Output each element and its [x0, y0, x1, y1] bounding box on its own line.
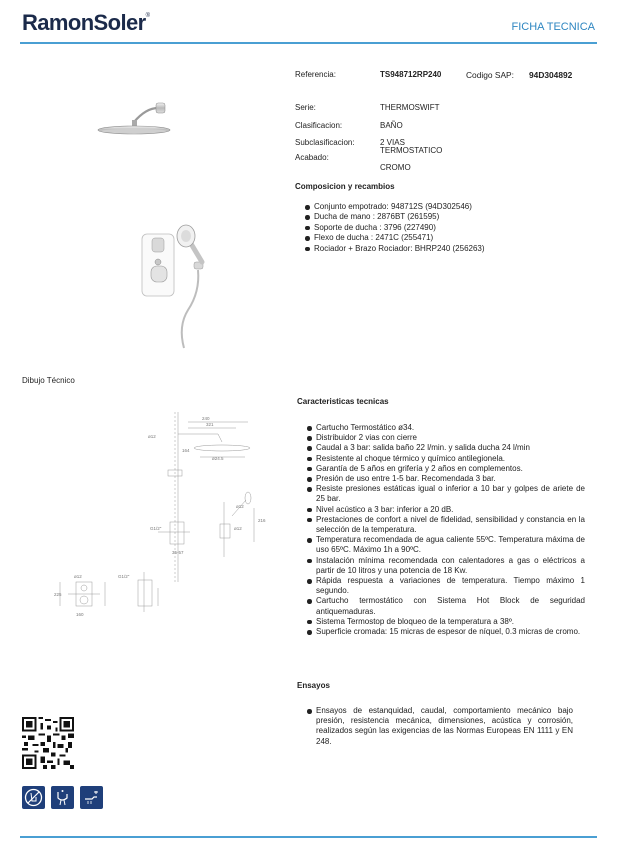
spec-acabado [295, 153, 329, 162]
referencia-label: Referencia: [295, 70, 336, 79]
footer-divider [20, 836, 597, 838]
list-item: Ensayos de estanquidad, caudal, comportamiento mecánico bajo presión, resistencia mecánica, dimensiones, acústica y corrosión, realizados según las exigencias de las Normas Europeas EN 1111 y EN 248. [306, 706, 573, 747]
subclasificacion-label: Subclasificacion: [295, 138, 355, 147]
spec-subclasificacion [295, 138, 405, 147]
serie-value: THERMOSWIFT [380, 103, 440, 112]
header-divider [20, 42, 597, 44]
list-item: Cartucho termostático con Sistema Hot Block de seguridad antiquemaduras. [306, 596, 585, 616]
list-item: Rápida respuesta a variaciones de temperatura. Tiempo máximo 1 segundo. [306, 576, 585, 596]
list-item: Soporte de ducha : 3796 (227490) [304, 223, 594, 233]
dim-label: G1/2" [150, 526, 162, 531]
document-type: FICHA TECNICA [511, 21, 595, 33]
composicion-title: Composicion y recambios [295, 182, 395, 191]
dim-label: ø12 [236, 504, 244, 509]
dim-label: ø12 [74, 574, 82, 579]
list-item: Presión de uso entre 1-5 bar. Recomendada 3 bar. [306, 474, 585, 484]
list-item: Superficie cromada: 15 micras de espesor de níquel, 0.3 micras de cromo. [306, 627, 585, 637]
dim-label: ø24.5 [212, 456, 224, 461]
list-item: Sistema Termostop de bloqueo de la temperatura a 38º. [306, 617, 585, 627]
dim-label: 240 [202, 416, 210, 421]
list-item: Rociador + Brazo Rociador: BHRP240 (256263) [304, 244, 594, 254]
feature-icons [22, 786, 103, 809]
spec-referencia [295, 70, 442, 79]
list-item: Ducha de mano : 2876BT (261595) [304, 212, 594, 222]
dim-label: 321 [206, 422, 214, 427]
technical-drawing [50, 412, 285, 622]
subclasificacion-value-2: TERMOSTATICO [380, 146, 443, 155]
acabado-label: Acabado: [295, 153, 329, 162]
no-touch-icon [22, 786, 45, 809]
clasificacion-label: Clasificacion: [295, 121, 343, 130]
list-item: Prestaciones de confort a nivel de fidelidad, sensibilidad y constancia en la selección de la temperatura. [306, 515, 585, 535]
dim-label: 164 [182, 448, 190, 453]
list-item: Nivel acústico a 3 bar: inferior a 20 dB. [306, 505, 585, 515]
list-item: Conjunto empotrado: 948712S (94D302546) [304, 202, 594, 212]
list-item: Cartucho Termostático ø34. [306, 423, 585, 433]
serie-label: Serie: [295, 103, 316, 112]
logo-registered-mark: ® [145, 13, 150, 19]
clasificacion-value: BAÑO [380, 121, 403, 130]
hand-water-icon [80, 786, 103, 809]
dim-label: 225 [54, 592, 62, 597]
list-item: Distribuidor 2 vias con cierre [306, 433, 585, 443]
list-item: Garantía de 5 años en grifería y 2 años en complementos. [306, 464, 585, 474]
dim-label: 35-57 [172, 550, 184, 555]
spec-serie [295, 103, 440, 112]
qr-code [22, 717, 74, 769]
dim-label: 216 [258, 518, 266, 523]
hand-wash-icon [51, 786, 74, 809]
sap-label: Codigo SAP: [466, 70, 514, 80]
spec-clasificacion [295, 121, 403, 130]
dim-label: 160 [76, 612, 84, 617]
referencia-value: TS948712RP240 [380, 70, 442, 79]
dim-label: ø12 [148, 434, 156, 439]
acabado-value: CROMO [380, 163, 411, 172]
list-item: Caudal a 3 bar: salida baño 22 l/min. y salida ducha 24 l/min [306, 443, 585, 453]
ensayos-title: Ensayos [297, 681, 330, 690]
drawing-label: Dibujo Técnico [22, 376, 75, 385]
dim-label: ø12 [234, 526, 242, 531]
subclasificacion-value-1: 2 VIAS [380, 138, 405, 147]
list-item: Flexo de ducha : 2471C (255471) [304, 233, 594, 243]
list-item: Temperatura recomendada de agua caliente 55ºC. Temperatura máxima de uso 65ºC. Máximo 1h a 90ºC. [306, 535, 585, 555]
list-item: Resiste presiones estáticas igual o inferior a 10 bar y golpes de ariete de 25 bar. [306, 484, 585, 504]
thermostatic-set-photo [138, 222, 218, 350]
brand-logo [22, 10, 149, 36]
shower-head-photo [96, 100, 178, 140]
sap-value: 94D304892 [529, 70, 573, 80]
dim-label: G1/2" [118, 574, 130, 579]
caracteristicas-list [306, 423, 585, 637]
list-item: Instalación mínima recomendada con calentadores a gas o eléctricos a partir de 10 litros y una potencia de 18 Kw. [306, 556, 585, 576]
list-item: Resistente al choque térmico y químico antilegionela. [306, 454, 585, 464]
logo-text: RamonSoler [22, 10, 146, 35]
caracteristicas-title: Caracteristicas tecnicas [297, 397, 389, 406]
composicion-list [304, 202, 594, 254]
ensayos-list [306, 706, 573, 747]
